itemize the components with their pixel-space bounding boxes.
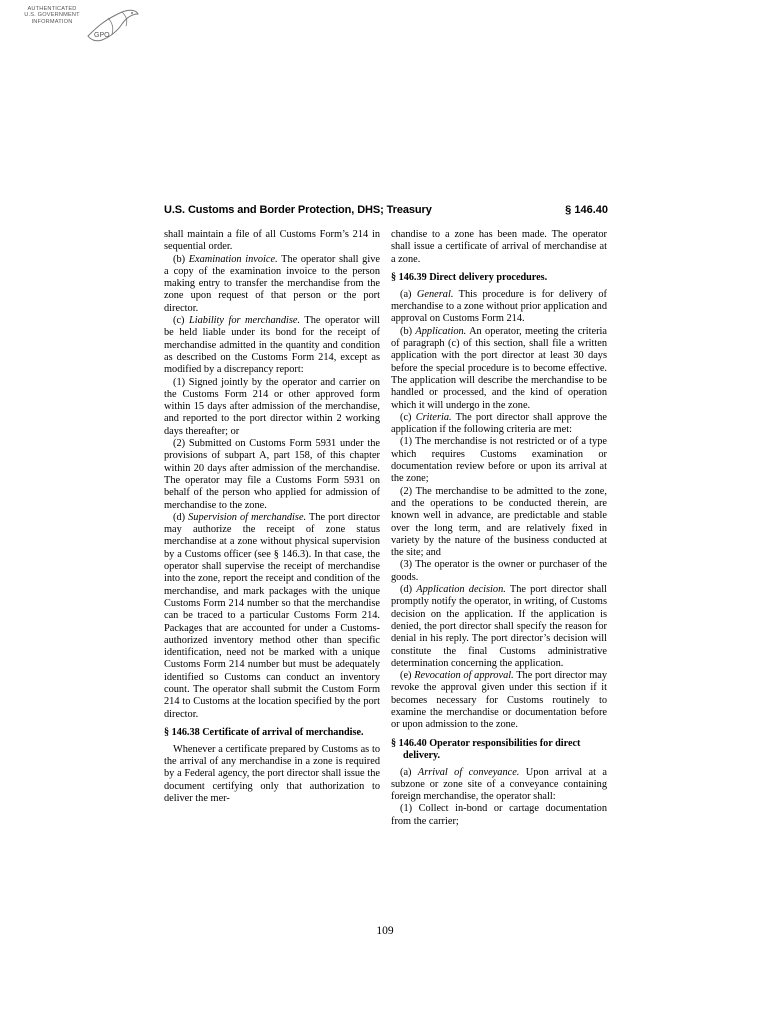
paragraph-label: (c) (173, 315, 189, 327)
paragraph-label: (d) (400, 584, 417, 596)
paragraph: (1) The merchandise is not restricted or of a type which requires Customs examination or documentation review before or upon its arrival at the zone; (391, 436, 607, 485)
paragraph: (1) Collect in-bond or cartage documentation from the carrier; (391, 803, 607, 827)
left-column (164, 229, 380, 805)
paragraph-title: Revocation of approval. (414, 670, 514, 682)
paragraph-label: (c) (400, 411, 416, 423)
paragraph: (1) Signed jointly by the operator and carrier on the Customs Form 214 or other approved form within 15 days after admission of the merchandise, and reported to the port director within 2 working days thereafter; or (164, 376, 380, 437)
paragraph: (2) The merchandise to be admitted to the zone, and the operations to be conducted therein, are known well in advance, are predictable and stable over the long term, and are relatively fixed in variety by the nature of the business conducted at the site; and (391, 485, 607, 559)
paragraph (391, 584, 607, 670)
paragraph: Whenever a certificate prepared by Customs as to the arrival of any merchandise in a zone is required by a Federal agency, the port director shall issue the document certifying only that authorization to deliver the mer- (164, 743, 380, 805)
paragraph (391, 670, 607, 731)
paragraph: shall maintain a file of all Customs Form’s 214 in sequential order. (164, 229, 380, 253)
paragraph-text: The operator shall give a copy of the examination invoice to the person making entry to transfer the merchandise from the zone upon request of that person or the port director. (164, 253, 380, 314)
page-number: 109 (376, 925, 394, 937)
paragraph-title: Arrival of conveyance. (417, 766, 520, 778)
paragraph-title: Criteria. (415, 411, 452, 423)
paragraph-text: The port director shall promptly notify the operator, in writing, of Customs decision on the application. If the application is denied, the port director shall specify the reason for denial in his reply. The port director’s decision will constitute the final Customs administrative determination concerning the application. (391, 584, 607, 669)
section-heading: § 146.40 Operator responsibilities for direct delivery. (391, 737, 581, 761)
paragraph (164, 315, 380, 376)
gpo-authentication-stamp (22, 6, 140, 50)
paragraph: chandise to a zone has been made. The operator shall issue a certificate of arrival of merchandise at a zone. (391, 229, 607, 265)
paragraph-label: (b) (173, 253, 189, 265)
paragraph: (3) The operator is the owner or purchaser of the goods. (391, 559, 607, 583)
paragraph (391, 326, 607, 412)
paragraph-text: The port director may revoke the approval given under this section if it becomes necessary for Customs routinely to examine the merchandise or documentation before or upon admission to the zone. (391, 670, 608, 731)
paragraph-title: Examination invoice. (188, 253, 278, 265)
right-column (391, 229, 607, 828)
paragraph (164, 254, 380, 315)
stamp-gpo: GPO (94, 32, 110, 39)
paragraph (164, 512, 380, 721)
eagle-seal-icon (82, 6, 144, 46)
paragraph (391, 767, 607, 804)
paragraph-text: An operator, meeting the criteria of paragraph (c) of this section, shall file a written application with the port director at least 30 days before the special procedure is to become effective. The application will describe the merchandise to be handled or processed, and the kind of operation which it will undergo in the zone. (391, 325, 607, 411)
paragraph-title: Liability for merchandise. (188, 315, 301, 327)
stamp-line-3: INFORMATION (31, 18, 73, 25)
paragraph-text: Upon arrival at a subzone or zone site of a conveyance containing foreign merchandise, the operator shall: (391, 766, 607, 803)
paragraph-title: Supervision of merchandise. (188, 511, 307, 523)
paragraph-title: General. (416, 288, 454, 300)
section-heading: § 146.38 Certificate of arrival of merchandise. (164, 726, 364, 738)
paragraph-text: The port director shall approve the application if the following criteria are met: (391, 411, 607, 436)
paragraph-label: (e) (400, 670, 415, 682)
paragraph-text: The port director may authorize the receipt of zone status merchandise at a zone without physical supervision by a Customs officer (see § 146.3). In that case, the operator shall supervise the receipt of merchandise into the zone, report the receipt and condition of the merchandise, and mark packages with the unique Customs Form 214 number so that the merchandise can be traced to a particular Customs Form 214. Packages that are accounted for under a Customs-authorized inventory method other than specific identification, need not be marked with a unique Customs Form 214 number but must be adequately identified so Customs can conduct an inventory count. The operator shall submit the Custom Form 214 to Customs at the location specified by the port director. (164, 511, 380, 720)
paragraph-label: (d) (173, 511, 189, 523)
stamp-line-2: U.S. GOVERNMENT (24, 12, 80, 19)
section-heading: § 146.39 Direct delivery procedures. (391, 271, 548, 283)
header-section: § 146.40 (565, 204, 608, 216)
paragraph-title: Application decision. (416, 584, 506, 596)
paragraph-text: The operator will be held liable under its bond for the receipt of merchandise admitted in the quantity and condition as described on the Customs Form 214, except as modified by a discrepancy report: (164, 315, 380, 376)
running-header (164, 204, 608, 220)
header-agency: U.S. Customs and Border Protection, DHS; Treasury (164, 204, 432, 216)
paragraph (391, 412, 607, 437)
paragraph-title: Application. (415, 325, 467, 337)
paragraph: (2) Submitted on Customs Form 5931 under the provisions of subpart A, part 158, of this chapter within 20 days after admission of the merchandise. The operator may file a Customs Form 5931 on behalf of the person who applied for admission of merchandise to the zone. (164, 438, 380, 511)
paragraph-label: (a) (400, 766, 418, 778)
stamp-line-1: AUTHENTICATED (27, 6, 77, 12)
paragraph-label: (a) (400, 288, 417, 300)
paragraph (391, 289, 607, 326)
paragraph-text: This procedure is for delivery of merchandise to a zone without prior application and approval on Customs Form 214. (391, 288, 607, 325)
paragraph-label: (b) (400, 325, 416, 337)
